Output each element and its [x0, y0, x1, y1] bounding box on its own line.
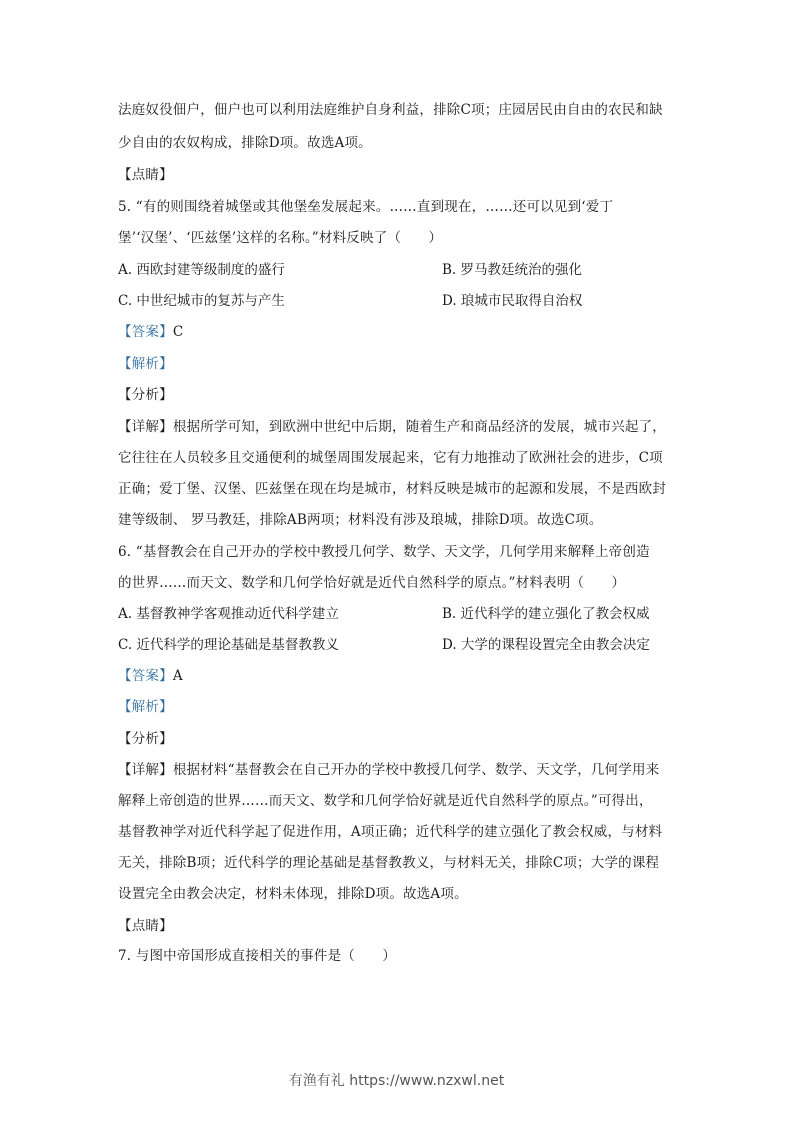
q6-xiangjie-line-3: 基督教神学对近代科学起了促进作用，A项正确；近代科学的建立强化了教会权威，与材料 [118, 824, 663, 840]
q6-answer-label: 【答案】 [118, 668, 173, 684]
q6-stem-line-2: 的世界……而天文、数学和几何学恰好就是近代自然科学的原点。”材料表明（ ） [118, 575, 626, 591]
q6-answer [118, 666, 183, 686]
q6-option-a: A. 基督教神学客观推动近代科学建立 [118, 606, 339, 622]
q6-answer-value: A [172, 668, 183, 684]
prev-explanation-line-2: 少自由的农奴构成，排除D项。故选A项。 [118, 135, 372, 151]
q6-dianjing-label: 【点睛】 [118, 918, 173, 934]
q5-answer-value: C [172, 324, 184, 340]
q7-stem: 7. 与图中帝国形成直接相关的事件是（ ） [118, 948, 397, 964]
q6-xiangjie-line-2: 解释上帝创造的世界……而天文、数学和几何学恰好就是近代自然科学的原点。”可得出， [118, 793, 653, 809]
q6-xiangjie-line-5: 设置完全由教会决定，材料未体现，排除D项。故选A项。 [118, 886, 468, 902]
q5-xiangjie-line-2: 它往往在人员较多且交通便利的城堡周围发展起来，它有力地推动了欧洲社会的进步，C项 [118, 450, 663, 466]
q5-stem-line-1: 5. “有的则围绕着城堡或其他堡垒发展起来。……直到现在，……还可以见到‘爱丁 [118, 199, 614, 215]
q5-option-d: D. 琅城市民取得自治权 [442, 293, 583, 309]
q5-option-a: A. 西欧封建等级制度的盛行 [118, 262, 285, 278]
q5-option-c: C. 中世纪城市的复苏与产生 [118, 293, 285, 309]
q5-answer [118, 322, 183, 342]
q5-jiexi-label: 【解析】 [118, 356, 173, 372]
q6-fenxi-label: 【分析】 [118, 731, 173, 747]
prev-explanation-line-1: 法庭奴役佃户，佃户也可以利用法庭维护自身利益，排除C项；庄园居民由自由的农民和缺 [118, 102, 663, 118]
q6-xiangjie-line-4: 无关，排除B项；近代科学的理论基础是基督教教义，与材料无关，排除C项；大学的课程 [118, 855, 660, 871]
q5-xiangjie-label: 【详解】 [118, 419, 173, 435]
q5-option-b: B. 罗马教廷统治的强化 [442, 262, 583, 278]
q6-stem-line-1: 6. “基督教会在自己开办的学校中教授几何学、数学、天文学，几何学用来解释上帝创造 [118, 544, 650, 560]
footer-watermark: 有渔有礼 https://www.nzxwl.net [288, 1073, 505, 1089]
q5-xiangjie-line-4: 建等级制、 罗马教廷，排除AB两项；材料没有涉及琅城，排除D项。故选C项。 [118, 512, 603, 528]
q6-xiangjie-text-1: 根据材料“基督教会在自己开办的学校中教授几何学、数学、天文学，几何学用来 [172, 762, 660, 778]
q5-xiangjie-line-3: 正确；爱丁堡、汉堡、匹兹堡在现在均是城市，材料反映是城市的起源和发展，不是西欧封 [118, 481, 666, 497]
q6-option-d: D. 大学的课程设置完全由教会决定 [442, 637, 650, 653]
q5-xiangjie-line-1 [118, 417, 666, 437]
q5-answer-label: 【答案】 [118, 324, 173, 340]
q6-xiangjie-line-1 [118, 760, 659, 780]
q5-xiangjie-text-1: 根据所学可知，到欧洲中世纪中后期，随着生产和商品经济的发展，城市兴起了， [172, 419, 667, 435]
q6-option-c: C. 近代科学的理论基础是基督教教义 [118, 637, 339, 653]
q5-stem-line-2: 堡’‘汉堡’、‘匹兹堡’这样的名称。”材料反映了（ ） [118, 230, 443, 246]
q6-jiexi-label: 【解析】 [118, 699, 173, 715]
q5-fenxi-label: 【分析】 [118, 387, 173, 403]
q6-option-b: B. 近代科学的建立强化了教会权威 [442, 606, 650, 622]
prev-dianjing-label: 【点睛】 [118, 167, 173, 183]
q6-xiangjie-label: 【详解】 [118, 762, 173, 778]
